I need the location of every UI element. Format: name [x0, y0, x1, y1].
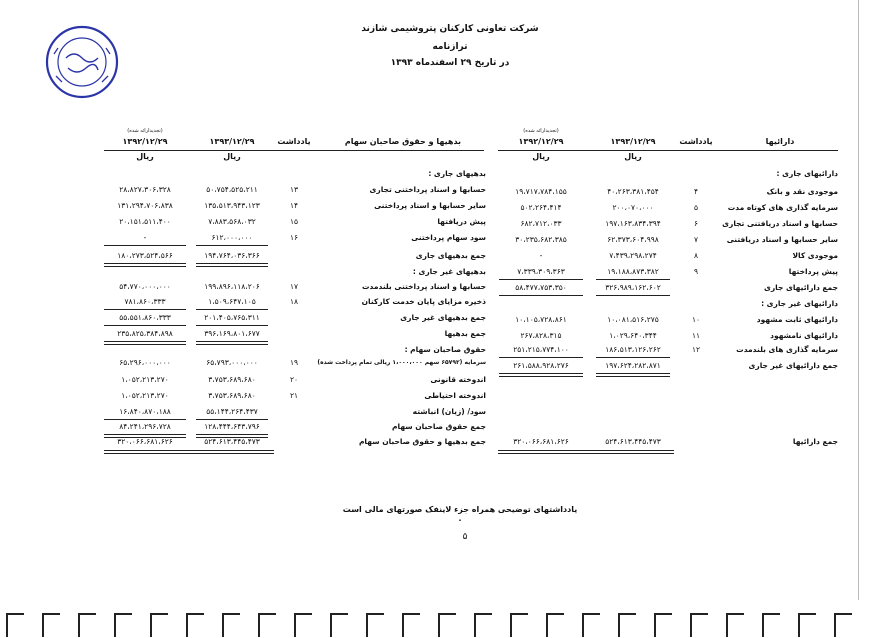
liab-subtotal-rule [104, 325, 186, 326]
assets-row-value-1393: ۲۰۰،۰۷۰،۰۰۰ [612, 203, 654, 212]
liab-subtotal-rule [196, 419, 268, 420]
liab-row-value-1392: - [143, 233, 147, 242]
liab-row-label: ذخیره مزایای پایان خدمت کارکنان [361, 297, 486, 306]
liab-subtotal-rule [104, 419, 186, 420]
assets-row-label: پیش پرداختها [788, 267, 838, 276]
assets-row-value-1392: ۷،۳۳۹،۳۰۹،۳۶۳ [517, 267, 565, 276]
perforation-mark [834, 613, 852, 637]
liab-section-header: بدهیها و حقوق صاحبان سهام [344, 137, 462, 146]
assets-col1-date: ۱۳۹۳/۱۲/۲۹ [610, 137, 656, 146]
liab-restated-tag: (تجدیدارائه شده) [127, 128, 163, 134]
liab-row-note: ۱۸ [289, 297, 299, 306]
assets-row-value-1392: ۵۰۲،۲۶۴،۴۱۴ [520, 203, 562, 212]
liab-subtotal-rule [196, 309, 268, 310]
liab-subtotal-rule [104, 263, 186, 267]
liab-subtotal-rule [196, 245, 268, 246]
liab-row-label: پیش دریافتها [437, 217, 486, 226]
perforation-mark [690, 613, 708, 637]
assets-row-note: ۹ [693, 267, 699, 276]
liab-row-label: اندوخته احتیاطی [424, 391, 486, 400]
liab-row-value-1393: ۱۲۸،۴۴۴،۶۴۳،۷۹۶ [204, 422, 260, 431]
perforation-mark [798, 613, 816, 637]
assets-row-value-1393: ۳۲۶،۹۸۹،۱۶۲،۶۰۲ [605, 283, 661, 292]
assets-col2-date: ۱۳۹۲/۱۲/۲۹ [518, 137, 564, 146]
liab-row-label: سود سهام پرداختنی [411, 233, 486, 242]
liab-row-value-1392: ۷۸۱،۸۶۰،۳۳۳ [124, 297, 166, 306]
assets-row-value-1392: ۱۰،۱۰۵،۷۲۸،۸۶۱ [515, 315, 567, 324]
document-title: ترازنامه [432, 42, 468, 52]
liab-subtotal-rule [196, 341, 268, 345]
liab-row-label: جمع حقوق صاحبان سهام [392, 422, 486, 431]
liab-row-label: سرمایه (۶۵۷۹۲ سهم ۱،۰۰۰،۰۰۰ ریالی تمام پرداخت شده) [317, 359, 486, 366]
liab-row-label: جمع بدهیهای غیر جاری [400, 313, 486, 322]
liab-subtotal-rule [104, 341, 186, 345]
liab-row-note: ۲۰ [289, 375, 299, 384]
assets-row-note: ۱۱ [691, 331, 701, 340]
liab-unit-2: ریال [136, 152, 154, 161]
perforation-mark [258, 613, 276, 637]
page-number: ۵ [462, 532, 468, 542]
assets-row-note: ۷ [693, 235, 699, 244]
assets-row-value-1392: ۳۰،۲۳۵،۶۸۲،۳۸۵ [515, 235, 567, 244]
assets-row-value-1392: ۵۸،۴۷۷،۷۵۳،۳۵۰ [515, 283, 567, 292]
perforation-mark [6, 613, 24, 637]
liab-header-rule [104, 150, 484, 151]
liab-row-value-1393: ۵۰،۷۵۴،۵۲۵،۲۱۱ [206, 185, 258, 194]
liab-row-value-1392: ۶۵،۲۹۶،۰۰۰،۰۰۰ [119, 358, 171, 367]
assets-row-note: ۴ [693, 187, 699, 196]
liab-row-value-1392: ۸۴،۲۴۱،۲۹۶،۷۲۸ [119, 422, 171, 431]
liab-row-label: حسابها و اسناد پرداختنی بلندمدت [361, 282, 486, 291]
liab-row-note: ۱۹ [289, 358, 299, 367]
assets-row-label: دارائیهای نامشهود [770, 331, 838, 340]
right-margin-line [858, 0, 859, 600]
perforation-mark [546, 613, 564, 637]
assets-row-value-1393: ۶۲،۳۷۳،۶۰۴،۹۹۸ [607, 235, 659, 244]
company-name: شرکت تعاونی کارکنان پتروشیمی شازند [361, 24, 539, 34]
liab-subtotal-rule [196, 325, 268, 326]
liab-subtotal-rule [196, 263, 268, 267]
assets-row-value-1392: ۶۸۲،۷۱۲،۰۳۳ [520, 219, 562, 228]
liab-row-value-1393: ۷،۸۸۳،۵۶۸،۰۳۲ [208, 217, 256, 226]
perforation-mark [42, 613, 60, 637]
perforation-mark [474, 613, 492, 637]
assets-row-label: موجودی نقد و بانک [766, 187, 838, 196]
assets-subtotal-rule [499, 357, 583, 358]
liab-row-value-1392: ۲۰،۱۵۱،۵۱۱،۴۰۰ [119, 217, 171, 226]
liab-row-value-1392: ۵۵،۵۵۱،۸۶۰،۳۳۳ [119, 313, 171, 322]
liab-row-label: جمع بدهیهای جاری [415, 251, 486, 260]
liab-row-value-1393: ۵۵،۱۴۴،۲۶۴،۴۳۷ [206, 407, 258, 416]
assets-subtotal-rule [596, 373, 670, 377]
assets-row-note: ۸ [693, 251, 699, 260]
perforation-mark [582, 613, 600, 637]
explanatory-footnote: یادداشتهای توضیحی همراه جزء لاینفک صورتهای مالی است . [342, 505, 578, 523]
liab-row-value-1393: ۳،۷۵۳،۶۸۹،۶۸۰ [208, 375, 256, 384]
assets-note-header: یادداشت [679, 137, 713, 146]
assets-row-note: ۶ [693, 219, 699, 228]
liab-row-value-1393: ۱۹۹،۸۹۶،۱۱۸،۲۰۶ [204, 282, 260, 291]
perforation-mark [438, 613, 456, 637]
perforation-mark [150, 613, 168, 637]
perforation-mark [366, 613, 384, 637]
liab-row-value-1393: ۱،۵۰۹،۶۴۷،۱۰۵ [208, 297, 256, 306]
liab-row-label: جمع بدهیها [444, 329, 486, 338]
liab-unit-1: ریال [223, 152, 241, 161]
liab-row-value-1392: ۱۸۰،۲۷۳،۵۲۴،۵۶۶ [117, 251, 173, 260]
assets-row-value-1393: ۱۰،۰۸۱،۵۱۶،۲۷۵ [607, 315, 659, 324]
perforation-mark [330, 613, 348, 637]
liab-row-value-1392: ۱،۰۵۲،۲۱۳،۲۷۰ [121, 391, 169, 400]
liab-row-label: سایر حسابها و اسناد پرداختنی [374, 201, 486, 210]
liab-row-value-1392: ۲۸،۸۲۷،۳۰۶،۳۲۸ [119, 185, 171, 194]
assets-grand-total-label: جمع دارائیها [792, 437, 838, 446]
liab-row-label: بدهیهای جاری : [428, 169, 486, 178]
assets-subtotal-rule [499, 373, 583, 377]
assets-subtotal-rule [499, 279, 583, 280]
assets-row-label: موجودی کالا [792, 251, 838, 260]
assets-row-label: دارائیهای غیر جاری : [761, 299, 838, 308]
assets-row-value-1393: ۱۸۶،۵۱۳،۱۲۶،۲۶۲ [605, 345, 661, 354]
assets-grand-total-1393: ۵۲۴،۶۱۳،۴۴۵،۴۷۳ [605, 437, 661, 446]
liab-grand-total-label: جمع بدهیها و حقوق صاحبان سهام [358, 437, 486, 446]
assets-row-label: دارائیهای جاری : [776, 169, 838, 178]
assets-row-value-1393: ۴۰،۲۶۳،۳۸۱،۴۵۴ [607, 187, 659, 196]
assets-unit-2: ریال [532, 152, 550, 161]
liab-row-value-1393: ۳،۷۵۳،۶۸۹،۶۸۰ [208, 391, 256, 400]
assets-row-label: جمع دارائیهای غیر جاری [748, 361, 838, 370]
assets-row-label: سایر حسابها و اسناد دریافتنی [726, 235, 838, 244]
assets-row-note: ۵ [693, 203, 699, 212]
liab-row-value-1393: ۶۱۲،۰۰۰،۰۰۰ [211, 233, 253, 242]
assets-row-value-1393: ۱۹،۱۸۸،۸۷۳،۳۸۲ [607, 267, 659, 276]
assets-row-value-1393: ۱۹۷،۶۲۴،۲۸۲،۸۷۱ [605, 361, 661, 370]
perforation-mark [186, 613, 204, 637]
perforation-mark [618, 613, 636, 637]
assets-row-value-1392: ۲۶۷،۸۲۸،۳۱۵ [520, 331, 562, 340]
liab-row-label: اندوخته قانونی [430, 375, 486, 384]
assets-subtotal-rule [596, 295, 670, 296]
assets-row-label: دارائیهای ثابت مشهود [756, 315, 838, 324]
liab-row-value-1392: ۲۳۵،۸۲۵،۳۸۴،۸۹۸ [117, 329, 173, 338]
perforation-mark [402, 613, 420, 637]
assets-unit-1: ریال [624, 152, 642, 161]
assets-row-value-1393: ۱۹۷،۱۶۳،۸۳۴،۳۹۴ [605, 219, 661, 228]
assets-row-value-1393: ۱،۰۲۹،۶۴۰،۳۴۴ [609, 331, 657, 340]
report-date: در تاریخ ۲۹ اسفندماه ۱۳۹۳ [390, 58, 510, 68]
perforation-mark [114, 613, 132, 637]
assets-grand-total-rule [498, 450, 674, 454]
perforation-mark [654, 613, 672, 637]
liab-row-value-1393: ۲۰۱،۴۰۵،۷۶۵،۳۱۱ [204, 313, 260, 322]
assets-row-value-1392: - [539, 251, 543, 260]
liab-row-label: حسابها و اسناد پرداختنی تجاری [369, 185, 486, 194]
assets-section-header: دارائیها [765, 137, 795, 146]
assets-row-label: سرمایه گذاری های کوتاه مدت [727, 203, 838, 212]
assets-subtotal-rule [596, 279, 670, 280]
liab-grand-total-rule [104, 450, 274, 454]
perforation-mark [762, 613, 780, 637]
liab-row-label: سود/ (زیان) انباشته [412, 407, 486, 416]
liab-row-label: حقوق صاحبان سهام : [404, 345, 486, 354]
assets-row-value-1392: ۱۹،۷۱۷،۷۸۴،۱۵۵ [515, 187, 567, 196]
assets-row-label: حسابها و اسناد دریافتنی تجاری [722, 219, 838, 228]
liab-row-note: ۱۶ [289, 233, 299, 242]
liab-row-note: ۱۵ [289, 217, 299, 226]
perforation-mark [222, 613, 240, 637]
perforation-mark [510, 613, 528, 637]
assets-subtotal-rule [499, 295, 583, 296]
liab-row-value-1393: ۱۳۵،۵۱۳،۹۴۳،۱۲۳ [204, 201, 260, 210]
liab-row-value-1392: ۱،۰۵۲،۲۱۳،۲۷۰ [121, 375, 169, 384]
liab-row-note: ۱۷ [289, 282, 299, 291]
liab-row-label: بدهیهای غیر جاری : [412, 267, 486, 276]
perforation-mark [726, 613, 744, 637]
perforation-mark [294, 613, 312, 637]
assets-restated-tag: (تجدیدارائه شده) [523, 128, 559, 134]
liab-row-value-1393: ۶۵،۷۹۳،۰۰۰،۰۰۰ [206, 358, 258, 367]
liab-grand-total-1392: ۳۲۰،۰۶۶،۶۸۱،۶۲۶ [117, 437, 173, 446]
liab-row-note: ۱۳ [289, 185, 299, 194]
audit-seal-stamp [44, 24, 120, 100]
assets-row-value-1392: ۲۵۱،۲۱۵،۷۷۴،۱۰۰ [513, 345, 569, 354]
assets-grand-total-1392: ۳۲۰،۰۶۶،۶۸۱،۶۲۶ [513, 437, 569, 446]
perforation-mark [78, 613, 96, 637]
assets-row-value-1393: ۷،۴۳۹،۲۹۸،۲۷۴ [609, 251, 657, 260]
liab-col1-date: ۱۳۹۳/۱۲/۲۹ [209, 137, 255, 146]
assets-row-value-1392: ۲۶۱،۵۸۸،۹۲۸،۲۷۶ [513, 361, 569, 370]
liab-subtotal-rule [104, 245, 186, 246]
liab-row-value-1393: ۱۹۴،۷۶۴،۰۳۶،۳۶۶ [204, 251, 260, 260]
assets-subtotal-rule [596, 357, 670, 358]
liab-row-value-1392: ۵۴،۷۷۰،۰۰۰،۰۰۰ [119, 282, 171, 291]
liab-subtotal-rule [104, 309, 186, 310]
assets-row-note: ۱۰ [691, 315, 701, 324]
liab-row-value-1392: ۱۳۱،۲۹۴،۷۰۶،۸۳۸ [117, 201, 173, 210]
liab-row-value-1392: ۱۶،۸۴۰،۸۷۰،۱۸۸ [119, 407, 171, 416]
liab-grand-total-1393: ۵۲۴،۶۱۳،۴۴۵،۴۷۳ [204, 437, 260, 446]
liab-note-header: یادداشت [277, 137, 311, 146]
assets-row-label: جمع دارائیهای جاری [763, 283, 838, 292]
assets-row-label: سرمایه گذاری های بلندمدت [736, 345, 838, 354]
assets-row-note: ۱۲ [691, 345, 701, 354]
liab-row-value-1393: ۳۹۶،۱۶۹،۸۰۱،۶۷۷ [204, 329, 260, 338]
liab-row-note: ۲۱ [289, 391, 299, 400]
liab-col2-date: ۱۳۹۲/۱۲/۲۹ [122, 137, 168, 146]
assets-header-rule [498, 150, 838, 151]
liab-row-note: ۱۴ [289, 201, 299, 210]
